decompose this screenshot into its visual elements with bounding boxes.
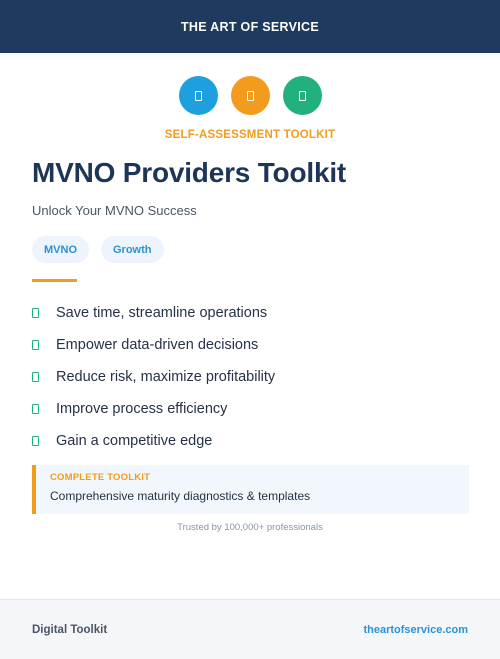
page-footer (0, 599, 500, 659)
tag-growth: Growth (101, 236, 164, 263)
eyebrow-label: SELF-ASSESSMENT TOOLKIT (164, 129, 336, 141)
check-icon (32, 308, 39, 318)
page-subtitle: Unlock Your MVNO Success (32, 203, 197, 218)
check-icon (32, 436, 39, 446)
tag-mvno: MVNO (32, 236, 89, 263)
check-icon (32, 340, 39, 350)
benefit-text: Reduce risk, maximize profitability (56, 369, 276, 385)
brand-name: THE ART OF SERVICE (180, 19, 320, 34)
benefit-text: Gain a competitive edge (56, 433, 213, 449)
benefit-text: Empower data-driven decisions (56, 337, 259, 353)
icon-row (0, 76, 500, 115)
list-item (32, 361, 275, 393)
benefit-list (32, 297, 275, 457)
list-item (32, 425, 275, 457)
callout-text: Comprehensive maturity diagnostics & templates (50, 489, 311, 503)
brand-header (0, 0, 500, 53)
list-item (32, 329, 275, 361)
page-title: MVNO Providers Toolkit (32, 157, 347, 188)
website-link[interactable]: theartofservice.com (363, 623, 468, 636)
document-icon (179, 76, 218, 115)
tag-list (32, 236, 164, 263)
benefit-text: Improve process efficiency (56, 401, 228, 417)
accent-divider (32, 279, 77, 282)
list-item (32, 297, 275, 329)
clipboard-icon (231, 76, 270, 115)
toolkit-callout (32, 465, 469, 514)
benefit-text: Save time, streamline operations (56, 305, 268, 321)
list-item (32, 393, 275, 425)
callout-label: COMPLETE TOOLKIT (50, 472, 151, 483)
check-icon (32, 372, 39, 382)
check-icon (32, 404, 39, 414)
trust-note: Trusted by 100,000+ professionals (177, 522, 323, 533)
checklist-icon (283, 76, 322, 115)
footer-label: Digital Toolkit (32, 623, 108, 636)
